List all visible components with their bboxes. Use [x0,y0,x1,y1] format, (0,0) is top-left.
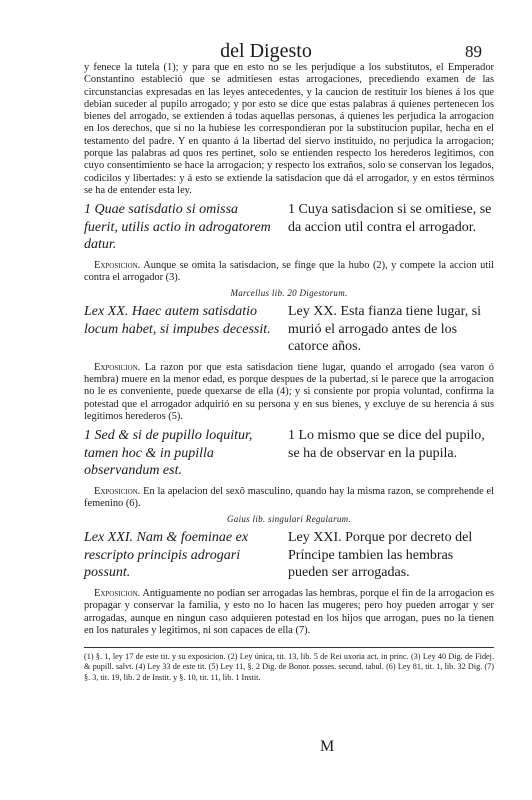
law-pair-4 [84,529,494,582]
source-citation: Marcellus lib. 20 Digestorum. [230,288,348,299]
intro-paragraph: y fenece la tutela (1); y para que en esto no se les perjudique a los substitutos, el Emperador Constantino estableció que se admitiesen estas arrogaciones, precediendo examen de las circunstancias expresadas en las leyes antecedentes, y la caucion de restituir los bienes á los que debian suceder al pupilo arrogado; y por esto se dice que estas palabras á quienes pertenecen los bienes del arrogado, se extienden á todas aquellas personas, á quienes les perjudica la arrogacion en los derechos, que si no la hubiese les correspondieran por la substitucion pupilar, hecha en el testamento del padre. Y en quanto á la libertad del siervo instituido, no perjudica la arrogacion; porque las palabras ad quos res pertinet, solo se entienden respecto los herederos legitimos, con cuyo consentimiento se hace la arrogacion; y respecto los extraños, solo se conservan los legados, codicilos y libertades: y á esto se extiende la satisdacion que dá el arrogador, y en estos términos se ha de entender esta ley. [84,62,494,196]
latin-text [84,201,274,254]
spanish-paragraph: Ley XX. Esta fianza tiene lugar, si murió el arrogado antes de los catorce años. [288,304,482,355]
latin-text [84,427,274,480]
source-citation: Gaius lib. singulari Regularum. [226,514,352,525]
exposition-text: La razon por que esta satisdacion tiene lugar, quando el arrogado (sea varon ó hembra) muere en la menor edad, es porque despues de la pubertad, si le parece que la arrogacion no le es conveniente, puede quexarse de ella (4); y si consiente por propia voluntad, confirma la potestad que el arrogador adquirió en su persona y en sus bienes, y excluye de su herencia á sus legitimos herederos (5). [84,361,494,423]
latin-paragraph: 1 Quae satisdatio si omissa fuerit, utilis actio in adrogatorem datur. [84,202,271,253]
exposition-text: En la apelacion del sexô masculino, quando hay la misma razon, se comprehende el femenino (6). [84,485,494,510]
running-title: del Digesto [220,40,312,62]
spanish-paragraph: 1 Cuya satisdacion si se omitiese, se da accion util contra el arrogador. [288,202,492,235]
page-number: 89 [465,42,482,61]
spanish-paragraph: Ley XXI. Porque por decreto del Príncipe tambien las hembras pueden ser arrogadas. [288,530,473,581]
exposition-label: Exposicion. [94,587,141,599]
exposition-label: Exposicion. [94,485,141,497]
exposition-4 [84,588,494,637]
spanish-paragraph: 1 Lo mismo que se dice del pupilo, se ha de observar en la pupila. [288,428,485,461]
text-block [84,62,494,683]
latin-paragraph: Lex XX. Haec autem satisdatio locum habet, si impubes decessit. [84,304,271,337]
law-pair-1 [84,201,494,254]
latin-paragraph: Lex XXI. Nam & foeminae ex rescripto principis adrogari possunt. [84,530,249,581]
law-pair-2 [84,303,494,356]
signature-mark: M [320,738,335,755]
footnotes: (1) §. 1, ley 17 de este tit. y su exposicion. (2) Ley única, tit. 13, lib. 5 de Rei uxoria act. in princ. (3) Ley 40 Dig. de Fidej. & pupill. salvt. (4) Ley 33 de este tit. (5) Ley 11, §. 2 Dig. de Bonor. posses. secund. tabul. (6) Ley 81, tit. 1, lib. 32 Dig. (7) §. 3, tit. 19, lib. 2 de Instit. y §. 10, tit. 11, lib. 1 Instit. [84,652,494,682]
latin-text [84,529,274,582]
exposition-label: Exposicion. [94,361,141,373]
spanish-text [288,529,494,582]
exposition-3 [84,486,494,511]
spanish-text [288,427,494,480]
latin-text [84,303,274,356]
law-pair-3 [84,427,494,480]
exposition-label: Exposicion. [94,259,141,271]
exposition-text: Aunque se omita la satisdacion, se finge que la hubo (2), y compete la accion util contra el arrogador (3). [84,259,494,284]
spanish-text [288,303,494,356]
exposition-2 [84,362,494,423]
spanish-text [288,201,494,254]
running-header [0,40,532,62]
footnote-divider [84,647,494,648]
exposition-text: Antiguamente no podian ser arrogadas las hembras, porque el fin de la arrogacion es propagar y conservar la familia, y esto no lo hacen las mugeres; pero hoy pueden arrogar y ser arrogadas, aunque en ningun caso adquieren potestad en los hijos que arrogan, pues no la tienen en los naturales y legitimos, ni son capaces de ella (7). [84,587,494,636]
latin-paragraph: 1 Sed & si de pupillo loquitur, tamen hoc & in pupilla observandum est. [84,428,253,479]
exposition-1 [84,260,494,285]
